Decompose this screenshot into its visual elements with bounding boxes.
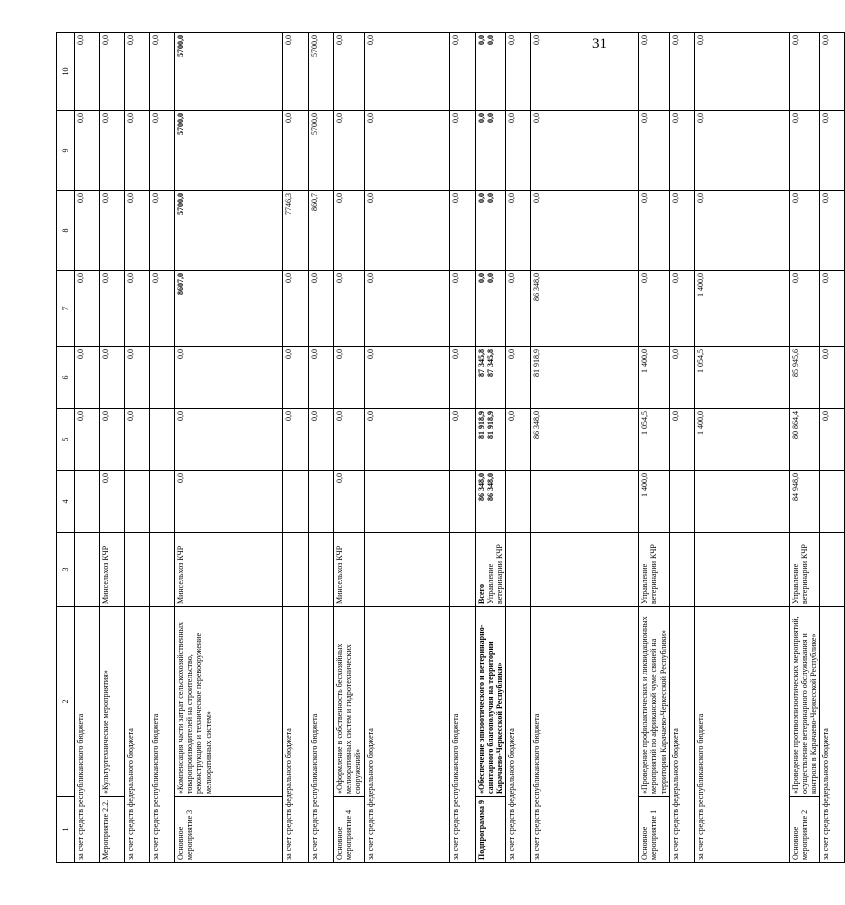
value-cell: 0,0	[364, 111, 449, 191]
value-cell	[150, 533, 175, 607]
value-cell: 0,0	[100, 347, 125, 409]
value-cell: 0,0	[150, 33, 175, 111]
budget-table	[56, 32, 845, 863]
value-cell: 0,0	[125, 271, 150, 347]
total-value: 0,0	[476, 113, 486, 123]
value-cell: 0,0	[506, 191, 531, 271]
value-cell: 0,0	[820, 33, 845, 111]
value-cell: 1 400,0	[639, 471, 670, 533]
value-cell	[150, 471, 175, 533]
value-cell: 0,0	[639, 191, 670, 271]
value-cell	[449, 471, 475, 533]
total-value: 81 918,9	[476, 411, 486, 439]
value-cell: 0,0	[531, 33, 639, 111]
funding-source-row	[150, 33, 175, 863]
value-cell: 0,0	[334, 471, 365, 533]
value-cell	[694, 471, 789, 533]
subprogram-row	[475, 33, 506, 863]
value-cell	[75, 471, 100, 533]
executor-value: 81 918,9	[485, 411, 495, 439]
funding-source-label: за счет средств республиканского бюджета	[75, 607, 100, 863]
funding-source-row	[125, 33, 150, 863]
value-cell: 0,0	[639, 111, 670, 191]
funding-source-label: за счет средств республиканского бюджета	[309, 607, 334, 863]
value-cell: 0,0	[75, 271, 100, 347]
value-cell: 860,7	[309, 191, 334, 271]
value-cell: 0,0	[820, 347, 845, 409]
value-cell: 0,0	[309, 409, 334, 471]
value-cell	[820, 471, 845, 533]
value-cell: 0,0	[334, 33, 365, 111]
value-cell: 0,0	[506, 111, 531, 191]
funding-source-row	[820, 33, 845, 863]
value-cell: 0,0	[506, 409, 531, 471]
value-cell	[506, 471, 531, 533]
value-cell: 1 054,5	[694, 347, 789, 409]
value-cell: 0,0	[125, 347, 150, 409]
value-cell: 0,0	[669, 33, 694, 111]
funding-source-label: за счет средств республиканского бюджета	[449, 607, 475, 863]
executor-value: 86 348,0	[485, 473, 495, 501]
funding-source-row	[669, 33, 694, 863]
header-cell: 9	[57, 111, 75, 191]
value-cell: 0,0	[789, 33, 820, 111]
executor-value: 87 345,8	[485, 349, 495, 377]
total-value: 0,0	[476, 35, 486, 45]
item-executor: Минсельхоз КЧР	[100, 533, 125, 607]
value-cell	[364, 471, 449, 533]
value-cell: 85 945,6	[789, 347, 820, 409]
program-item-row	[100, 33, 125, 863]
value-cell: 0,0	[100, 111, 125, 191]
program-item-row	[334, 33, 365, 863]
subprogram-code: Подпрограмма 9	[475, 797, 506, 863]
value-cell: 1 054,5	[639, 409, 670, 471]
value-cell	[283, 471, 309, 533]
value-cell	[475, 33, 506, 111]
value-cell: 0,0	[150, 111, 175, 191]
value-cell: 0,0	[820, 409, 845, 471]
header-cell: 4	[57, 471, 75, 533]
total-value: 86 348,0	[476, 473, 486, 501]
subprogram-executors	[475, 533, 506, 607]
executor-name: Управление ветеринарии КЧР	[485, 544, 504, 604]
funding-source-label: за счет средств федерального бюджета	[669, 607, 694, 863]
value-cell: 0,0	[364, 191, 449, 271]
value-cell: 0,0	[125, 191, 150, 271]
value-cell: 0,0	[669, 347, 694, 409]
value-cell: 0,0	[125, 111, 150, 191]
value-cell: 0,0	[449, 191, 475, 271]
value-cell	[309, 533, 334, 607]
total-value: 87 345,8	[476, 349, 486, 377]
value-cell: 0,0	[669, 271, 694, 347]
item-code: Основное мероприятие 3	[175, 797, 283, 863]
header-row	[57, 33, 75, 863]
value-cell: 0,0	[694, 111, 789, 191]
funding-source-label: за счет средств республиканского бюджета	[531, 607, 639, 863]
funding-source-label: за счет средств федерального бюджета	[125, 607, 150, 863]
value-cell	[475, 347, 506, 409]
funding-source-label: за счет средств республиканского бюджета	[150, 607, 175, 863]
value-cell: 0,0	[669, 409, 694, 471]
value-cell: 5700,0	[309, 33, 334, 111]
value-cell: 5700,0	[309, 111, 334, 191]
funding-source-label: за счет средств республиканского бюджета	[694, 607, 789, 863]
item-executor: Управление ветеринарии КЧР	[789, 533, 820, 607]
value-cell: 0,0	[789, 191, 820, 271]
value-cell: 0,0	[334, 347, 365, 409]
value-cell: 0,0	[820, 111, 845, 191]
funding-source-row	[75, 33, 100, 863]
funding-source-row	[531, 33, 639, 863]
program-item-row	[789, 33, 820, 863]
value-cell: 0,0	[283, 33, 309, 111]
value-cell	[364, 533, 449, 607]
value-cell	[820, 533, 845, 607]
value-cell: 0,0	[100, 471, 125, 533]
value-cell: 1 400,0	[639, 347, 670, 409]
value-cell	[449, 533, 475, 607]
value-cell: 0,0	[75, 191, 100, 271]
item-code: Основное мероприятие 4	[334, 797, 365, 863]
value-cell: 0,0	[125, 33, 150, 111]
value-cell: 81 918,9	[531, 347, 639, 409]
value-cell: 0,0	[334, 271, 365, 347]
funding-source-label: за счет средств федерального бюджета	[506, 607, 531, 863]
value-cell	[125, 533, 150, 607]
value-cell: 0,0	[449, 409, 475, 471]
value-cell	[531, 471, 639, 533]
value-cell: 0,0	[364, 271, 449, 347]
value-cell	[475, 111, 506, 191]
value-cell: 0,0	[334, 191, 365, 271]
item-title: «Проведение противоэпизоотических мероприятий, осуществление ветеринарного обслуживания и контроля в Карачаево-Черкесской Республике»	[789, 607, 820, 797]
funding-source-row	[283, 33, 309, 863]
page-number: 31	[592, 36, 607, 52]
value-cell: 0,0	[694, 191, 789, 271]
value-cell: 0,0	[820, 271, 845, 347]
executor-value: 0,0	[485, 113, 495, 123]
value-cell: 0,0	[449, 111, 475, 191]
funding-source-row	[506, 33, 531, 863]
value-cell	[75, 533, 100, 607]
item-code: Мероприятие 2.2.	[100, 797, 125, 863]
value-cell: 0,0	[789, 271, 820, 347]
value-cell: 0,0	[175, 471, 283, 533]
value-cell	[669, 533, 694, 607]
executor-value: 0,0	[485, 35, 495, 45]
funding-source-label: за счет средств федерального бюджета	[364, 607, 449, 863]
executor-total-label: Всего	[476, 584, 486, 604]
value-cell	[669, 471, 694, 533]
value-cell: 5700,0	[175, 33, 283, 111]
value-cell	[475, 271, 506, 347]
subprogram-title: «Обеспечение эпизоотического и ветеринарно-санитарного благополучия на территории Карачаево-Черкесской Республики»	[475, 607, 506, 797]
value-cell	[283, 533, 309, 607]
value-cell: 0,0	[449, 33, 475, 111]
value-cell: 0,0	[75, 347, 100, 409]
header-cell: 10	[57, 33, 75, 111]
value-cell: 0,0	[506, 33, 531, 111]
value-cell: 0,0	[789, 111, 820, 191]
funding-source-label: за счет средств федерального бюджета	[820, 607, 845, 863]
header-cell: 3	[57, 533, 75, 607]
value-cell: 0,0	[639, 33, 670, 111]
value-cell: 0,0	[75, 409, 100, 471]
value-cell: 0,0	[100, 409, 125, 471]
funding-source-row	[449, 33, 475, 863]
item-executor: Управление ветеринарии КЧР	[639, 533, 670, 607]
value-cell: 0,0	[364, 33, 449, 111]
value-cell: 0,0	[639, 271, 670, 347]
value-cell: 0,0	[283, 409, 309, 471]
value-cell: 0,0	[364, 347, 449, 409]
item-title: «Культуртехнические мероприятия»	[100, 607, 125, 797]
funding-source-row	[694, 33, 789, 863]
value-cell: 0,0	[694, 33, 789, 111]
header-cell: 5	[57, 409, 75, 471]
value-cell	[475, 471, 506, 533]
value-cell: 0,0	[449, 347, 475, 409]
value-cell	[694, 533, 789, 607]
value-cell: 0,0	[334, 111, 365, 191]
value-cell	[531, 533, 639, 607]
total-value: 0,0	[476, 273, 486, 283]
item-code: Основное мероприятие 2	[789, 797, 820, 863]
header-cell: 2	[57, 607, 75, 797]
value-cell: 0,0	[283, 271, 309, 347]
value-cell: 0,0	[100, 191, 125, 271]
funding-source-row	[364, 33, 449, 863]
program-item-row	[639, 33, 670, 863]
value-cell: 0,0	[506, 271, 531, 347]
value-cell: 0,0	[506, 347, 531, 409]
value-cell: 86 348,0	[531, 409, 639, 471]
value-cell: 0,0	[334, 409, 365, 471]
value-cell: 5700,0	[175, 111, 283, 191]
value-cell: 84 948,0	[789, 471, 820, 533]
value-cell: 0,0	[309, 271, 334, 347]
value-cell	[475, 409, 506, 471]
value-cell: 5700,0	[175, 191, 283, 271]
value-cell: 0,0	[820, 191, 845, 271]
value-cell: 0,0	[531, 191, 639, 271]
value-cell: 0,0	[283, 111, 309, 191]
value-cell: 0,0	[75, 111, 100, 191]
value-cell: 86 348,0	[531, 271, 639, 347]
total-value: 0,0	[476, 193, 486, 203]
item-executor: Минсельхоз КЧР	[334, 533, 365, 607]
funding-source-label: за счет средств федерального бюджета	[283, 607, 309, 863]
executor-value: 0,0	[485, 273, 495, 283]
program-item-row	[175, 33, 283, 863]
value-cell	[150, 409, 175, 471]
value-cell: 0,0	[309, 347, 334, 409]
value-cell: 0,0	[283, 347, 309, 409]
item-title: «Проведение профилактических и ликвидационных мероприятий по африканской чуме свиней на территории Карачаево-Черкесской Республики»	[639, 607, 670, 797]
value-cell: 0,0	[150, 271, 175, 347]
funding-source-row	[309, 33, 334, 863]
header-cell: 8	[57, 191, 75, 271]
value-cell	[125, 471, 150, 533]
value-cell	[309, 471, 334, 533]
value-cell: 0,0	[364, 409, 449, 471]
value-cell	[506, 533, 531, 607]
value-cell: 0,0	[100, 271, 125, 347]
value-cell: 80 864,4	[789, 409, 820, 471]
value-cell: 0,0	[125, 409, 150, 471]
item-title: «Компенсация части затрат сельскохозяйственных товаропроизводителей на строительство, реконструкцию и техническое перевооружение мелиоративных систем»	[175, 607, 283, 797]
value-cell: 0,0	[75, 33, 100, 111]
value-cell: 0,0	[449, 271, 475, 347]
value-cell: 8607,0	[175, 271, 283, 347]
executor-value: 0,0	[485, 193, 495, 203]
value-cell: 0,0	[669, 191, 694, 271]
value-cell: 0,0	[669, 111, 694, 191]
value-cell: 7746,3	[283, 191, 309, 271]
value-cell: 0,0	[531, 111, 639, 191]
value-cell: 1 400,0	[694, 409, 789, 471]
header-cell: 7	[57, 271, 75, 347]
value-cell: 1 400,0	[694, 271, 789, 347]
value-cell	[150, 347, 175, 409]
value-cell: 0,0	[150, 191, 175, 271]
value-cell: 0,0	[175, 409, 283, 471]
value-cell: 0,0	[100, 33, 125, 111]
value-cell: 0,0	[175, 347, 283, 409]
item-code: Основное мероприятие 1	[639, 797, 670, 863]
header-cell: 6	[57, 347, 75, 409]
item-executor: Минсельхоз КЧР	[175, 533, 283, 607]
value-cell	[475, 191, 506, 271]
item-title: «Оформление в собственность бесхозяйных мелиоративных систем и гидротехнических сооружений»	[334, 607, 365, 797]
header-cell: 1	[57, 797, 75, 863]
